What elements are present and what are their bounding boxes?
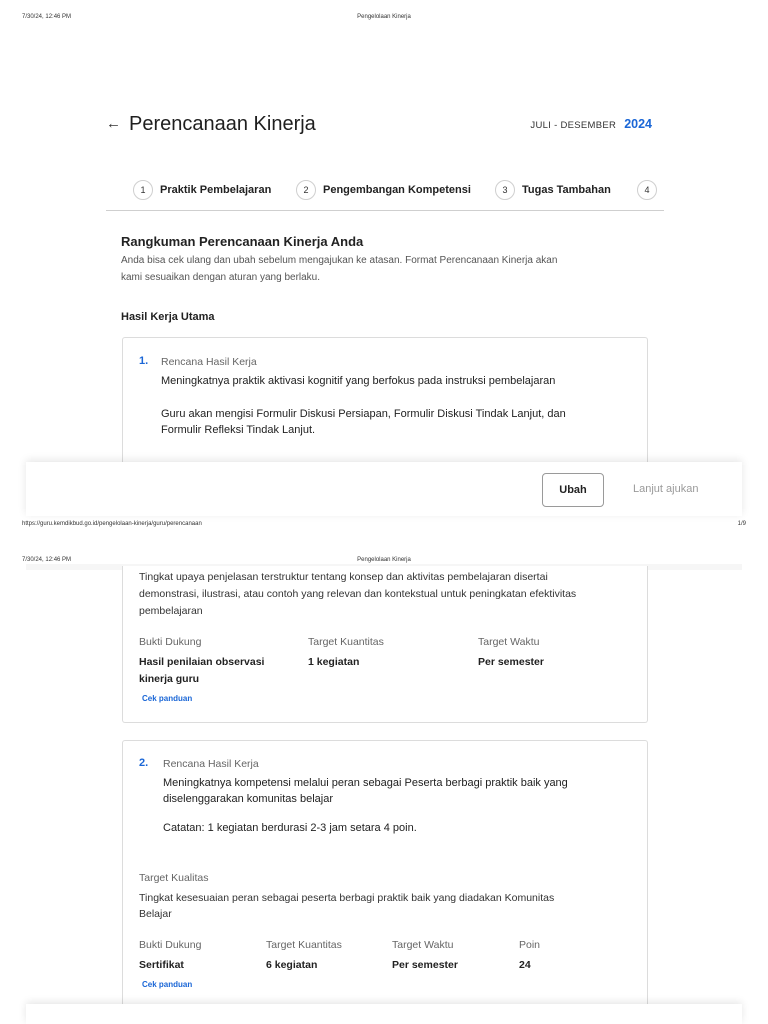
period-indicator — [530, 117, 652, 131]
summary-desc-1: Anda bisa cek ulang dan ubah sebelum mengajukan ke atasan. Format Perencanaan Kinerja akan — [121, 255, 558, 266]
print-url: https://guru.kemdikbud.go.id/pengelolaan-kinerja/guru/perencanaan — [22, 521, 202, 527]
card-number: 2. — [139, 757, 149, 769]
submit-button[interactable]: Lanjut ajukan — [633, 483, 699, 495]
step-2[interactable] — [296, 180, 471, 200]
print-datetime: 7/30/24, 12:46 PM — [22, 14, 72, 20]
evidence-label: Bukti Dukung — [139, 636, 202, 648]
quantity-value: 6 kegiatan — [266, 959, 318, 971]
guide-link[interactable]: Cek panduan — [142, 980, 193, 989]
time-value: Per semester — [478, 656, 544, 668]
summary-title: Rangkuman Perencanaan Kinerja Anda — [121, 234, 364, 249]
summary-desc-2: kami sesuaikan dengan aturan yang berlaku. — [121, 272, 321, 283]
plan-text: Meningkatnya praktik aktivasi kognitif yang berfokus pada instruksi pembelajaran — [161, 375, 556, 387]
quality-text-1: Tingkat upaya penjelasan terstruktur tentang konsep dan aktivitas pembelajaran disertai — [139, 571, 548, 583]
quantity-value: 1 kegiatan — [308, 656, 360, 668]
step-number: 3 — [495, 180, 515, 200]
action-footer — [26, 1004, 742, 1024]
plan-note-1: Guru akan mengisi Formulir Diskusi Persiapan, Formulir Diskusi Tindak Lanjut, dan — [161, 408, 566, 420]
period-label: JULI - DESEMBER — [530, 120, 617, 131]
points-value: 24 — [519, 959, 531, 971]
guide-link[interactable]: Cek panduan — [142, 694, 193, 703]
evidence-value-1: Hasil penilaian observasi — [139, 656, 265, 668]
time-label: Target Waktu — [392, 939, 454, 951]
print-datetime: 7/30/24, 12:46 PM — [22, 557, 72, 563]
section-title: Hasil Kerja Utama — [121, 311, 215, 323]
plan-note: Catatan: 1 kegiatan berdurasi 2-3 jam setara 4 poin. — [163, 822, 417, 834]
evidence-label: Bukti Dukung — [139, 939, 202, 951]
quality-label: Target Kualitas — [139, 872, 209, 884]
quantity-label: Target Kuantitas — [266, 939, 342, 951]
step-number: 1 — [133, 180, 153, 200]
step-4[interactable] — [637, 180, 657, 200]
time-value: Per semester — [392, 959, 458, 971]
stepper-divider — [106, 210, 664, 211]
page-title: Perencanaan Kinerja — [129, 113, 316, 135]
plan-label: Rencana Hasil Kerja — [163, 758, 259, 770]
quality-text-2: demonstrasi, ilustrasi, atau contoh yang relevan dan kontekstual untuk peningkatan efektivitas — [139, 588, 577, 600]
quantity-label: Target Kuantitas — [308, 636, 384, 648]
time-label: Target Waktu — [478, 636, 540, 648]
step-label: Pengembangan Kompetensi — [323, 184, 471, 196]
period-year: 2024 — [624, 117, 652, 131]
plan-note-2: Formulir Refleksi Tindak Lanjut. — [161, 424, 316, 436]
step-3[interactable] — [495, 180, 611, 200]
card-number: 1. — [139, 355, 149, 367]
plan-label: Rencana Hasil Kerja — [161, 356, 257, 368]
edit-button[interactable]: Ubah — [542, 473, 604, 507]
step-number: 4 — [637, 180, 657, 200]
print-page-number: 1/9 — [737, 521, 746, 527]
step-number: 2 — [296, 180, 316, 200]
step-1[interactable] — [133, 180, 271, 200]
points-label: Poin — [519, 939, 541, 951]
evidence-value-2: kinerja guru — [139, 673, 200, 685]
plan-text-1: Meningkatnya kompetensi melalui peran sebagai Peserta berbagi praktik baik yang — [163, 777, 568, 789]
quality-text-2: Belajar — [139, 908, 172, 920]
step-label: Tugas Tambahan — [522, 184, 611, 196]
back-arrow-icon[interactable]: ← — [106, 115, 121, 132]
print-page-title: Pengelolaan Kinerja — [357, 557, 411, 563]
plan-text-2: diselenggarakan komunitas belajar — [163, 793, 333, 805]
quality-text-1: Tingkat kesesuaian peran sebagai peserta berbagi praktik baik yang diadakan Komunitas — [139, 892, 555, 904]
step-label: Praktik Pembelajaran — [160, 184, 272, 196]
quality-text-3: pembelajaran — [139, 605, 203, 617]
evidence-value: Sertifikat — [139, 959, 184, 971]
print-page-title: Pengelolaan Kinerja — [357, 14, 411, 20]
